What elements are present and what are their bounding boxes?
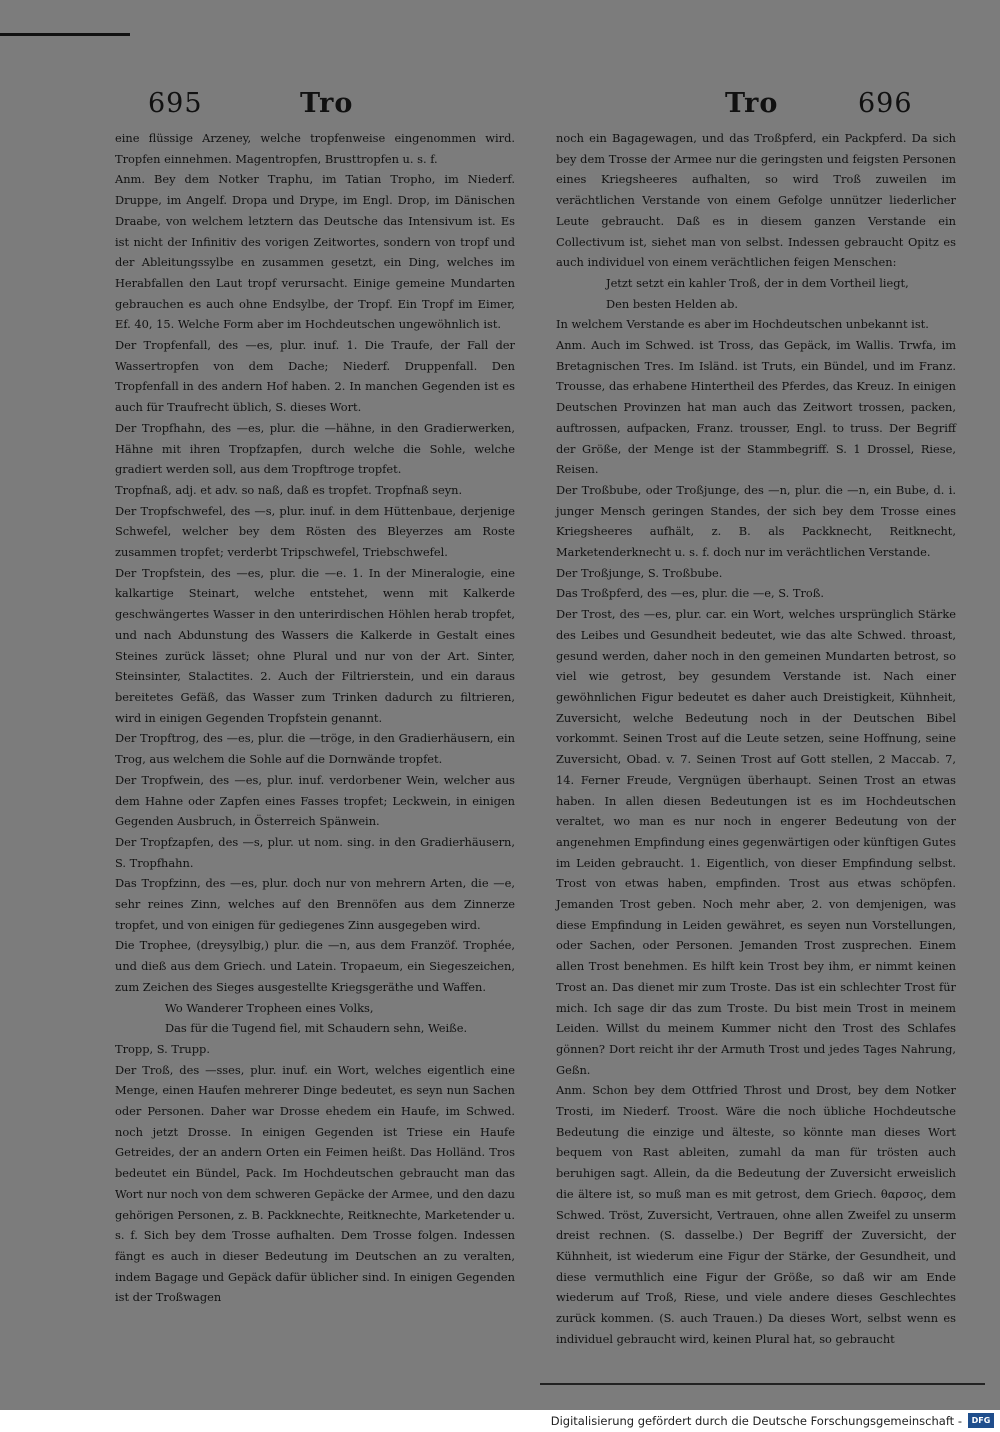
entry-paragraph: Der Troß, des —sses, plur. inuf. ein Wort, welches eigentlich eine Menge, einen Haufen mehrerer Dinge bedeutet, es seyn nun Sachen oder Personen. Daher war Drosse ehedem ein Haufe, im Schwed. noch jetzt Drosse. In einigen Gegenden ist Triese ein Haufe Getreides, der an andern Orten ein Feimen heißt. Das Holländ. Tros bedeutet ein Bündel, Pack. Im Hochdeutschen gebraucht man das Wort nur noch von dem schweren Gepäcke der Armee, und den dazu gehörigen Personen, z. B. Packknechte, Reitknechte, Marketender u. s. f. Sich bey dem Trosse aufhalten. Dem Trosse folgen. Indessen fängt es auch in dieser Bedeutung im Deutschen an zu veralten, indem Bagage und Gepäck dafür üblicher sind. In einigen Gegenden ist der Troßwagen — [115, 1062, 515, 1305]
entry-paragraph: In welchem Verstande es aber im Hochdeutschen unbekannt ist. — [556, 317, 929, 332]
footer-credit: Digitalisierung gefördert durch die Deutsche Forschungsgemeinschaft - — [550, 1414, 962, 1428]
verse-line: Das für die Tugend fiel, mit Schaudern sehn, Weiße. — [165, 1021, 468, 1036]
entry-paragraph: Der Tropfschwefel, des —s, plur. inuf. in dem Hüttenbaue, derjenige Schwefel, welcher bey dem Rösten des Bleyerzes am Roste zusammen tropfet; verderbt Tripschwefel, Triebschwefel. — [115, 503, 515, 560]
entry-paragraph: Der Tropfenfall, des —es, plur. inuf. 1. Die Traufe, der Fall der Wassertropfen von dem Dache; Niederf. Druppenfall. Den Tropfenfall in des andern Hof haben. 2. In manchen Gegenden ist es auch für Traufrecht üblich, S. dieses Wort. — [115, 338, 515, 415]
page-number-left: 695 — [148, 88, 203, 119]
verse-line: Jetzt setzt ein kahler Troß, der in dem Vortheil liegt, — [606, 275, 909, 290]
entry-paragraph: Tropfnaß, adj. et adv. so naß, daß es tropfet. Tropfnaß seyn. — [115, 482, 463, 497]
page-number-right: 696 — [858, 88, 913, 119]
footer-bar — [0, 1410, 1000, 1432]
entry-paragraph: Anm. Bey dem Notker Traphu, im Tatian Tropho, im Niederf. Druppe, im Angelf. Dropa und Drype, im Engl. Drop, im Dänischen Draabe, von welchem letztern das Deutsche das Intensivum ist. Es ist nicht der Infinitiv des vorigen Zeitwortes, sondern von tropf und der Ableitungssylbe en zusammen gesetzt, ein Ding, welches im Herabfallen den Laut tropf verursacht. Einige gemeine Mundarten gebrauchen es auch ohne Endsylbe, der Tropf. Ein Tropf im Eimer, Ef. 40, 15. Welche Form aber im Hochdeutschen ungewöhnlich ist. — [115, 172, 515, 332]
entry-paragraph: Das Troßpferd, des —es, plur. die —e, S. Troß. — [556, 586, 824, 601]
entry-paragraph: Tropp, S. Trupp. — [115, 1041, 210, 1056]
entry-paragraph: Anm. Auch im Schwed. ist Tross, das Gepäck, im Wallis. Trwfa, im Bretagnischen Tres. Im Isländ. ist Truts, ein Bündel, und im Franz. Trousse, das erhabene Hintertheil des Pferdes, das Kreuz. In einigen Deutschen Provinzen hat man auch das Zeitwort trossen, packen, auftrossen, aufpacken, Franz. trousser, Engl. to truss. Der Begriff der Größe, der Menge ist der Stammbegriff. S. 1 Drossel, Riese, Reisen. — [556, 338, 956, 477]
entry-paragraph: Der Tropfzapfen, des —s, plur. ut nom. sing. in den Gradierhäusern, S. Tropfhahn. — [115, 834, 515, 870]
entry-paragraph: Anm. Schon bey dem Ottfried Throst und Drost, bey dem Notker Trosti, im Niederf. Troost. Wäre die noch übliche Hochdeutsche Bedeutung die einzige und älteste, so könnte man dieses Wort bequem von Rast ableiten, zumahl da man für trösten auch beruhigen sagt. Allein, da die Bedeutung der Zuversicht erweislich die ältere ist, so muß man es mit getrost, dem Griech. θαρσος, dem Schwed. Tröst, Zuversicht, Vertrauen, ohne allen Zweifel zu unserm dreist rechnen. (S. dasselbe.) Der Begriff der Zuversicht, der Kühnheit, ist wiederum eine Figur der Stärke, der Gesundheit, und diese vermuthlich eine Figur der Größe, so daß wir am Ende wiederum auf Troß, Riese, und viele andere dieses Geschlechtes zurück kommen. (S. auch Trauen.) Da dieses Wort, selbst wenn es individuel gebraucht wird, keinen Plural hat, so gebraucht — [556, 1083, 956, 1346]
left-column — [115, 128, 515, 1308]
entry-paragraph: Das Tropfzinn, des —es, plur. doch nur von mehrern Arten, die —e, sehr reines Zinn, welches auf den Brennöfen aus dem Zinnerze tropfet, und von einigen für gediegenes Zinn ausgegeben wird. — [115, 876, 515, 932]
entry-paragraph: noch ein Bagagewagen, und das Troßpferd, ein Packpferd. Da sich bey dem Trosse der Armee nur die geringsten und feigsten Personen eines Kriegsheeres aufhalten, so wird Troß zuweilen im verächtlichen Verstande von einem Gefolge unnützer liederlicher Leute gebraucht. Daß es in diesem ganzen Verstande ein Collectivum ist, siehet man von selbst. Indessen gebraucht Opitz es auch individuel von einem verächtlichen feigen Menschen: — [556, 131, 956, 270]
right-column — [556, 128, 956, 1349]
entry-paragraph: Der Troßbube, oder Troßjunge, des —n, plur. die —n, ein Bube, d. i. junger Mensch geringen Standes, der sich bey dem Trosse eines Kriegsheeres aufhält, z. B. als Packknecht, Reitknecht, Marketenderknecht u. s. f. doch nur im verächtlichen Verstande. — [556, 482, 956, 560]
entry-paragraph: Der Trost, des —es, plur. car. ein Wort, welches ursprünglich Stärke des Leibes und Gesundheit bedeutet, wie das alte Schwed. throast, gesund werden, daher noch in den gemeinen Mundarten betrost, so viel wie getrost, bey gesundem Verstande ist. Nach einer gewöhnlichen Figur bedeutet es daher auch Dreistigkeit, Kühnheit, Zuversicht, welche Bedeutung noch in der Deutschen Bibel vorkommt. Seinen Trost auf die Leute setzen, seine Hoffnung, seine Zuversicht, Obad. v. 7. Seinen Trost auf Gott stellen, 2 Maccab. 7, 14. Ferner Freude, Vergnügen überhaupt. Seinen Trost an etwas haben. In allen diesen Bedeutungen ist es im Hochdeutschen veraltet, wo man es nur noch in engerer Bedeutung von der angenehmen Empfindung eines gegenwärtigen oder künftigen Gutes im Leiden gebraucht. 1. Eigentlich, von dieser Empfindung selbst. Trost von etwas haben, empfinden. Trost aus etwas schöpfen. Jemanden Trost geben. Noch mehr aber, 2. von demjenigen, was diese Empfindung in Leiden gewähret, es seyen nun Vorstellungen, oder Sachen, oder Personen. Jemanden Trost zusprechen. Einem allen Trost benehmen. Es hilft kein Trost bey ihm, er nimmt keinen Trost an. Das dienet mir zum Troste. Das ist ein schlechter Trost für mich. Ich sage dir das zum Troste. Du bist mein Trost in meinem Leiden. Willst du meinem Kummer nicht den Trost des Schlafes gönnen? Dort reicht ihr der Armuth Trost und jedes Tages Nahrung, Geßn. — [556, 607, 956, 1077]
dfg-logo-icon: DFG — [968, 1413, 994, 1428]
top-rule — [0, 33, 130, 36]
entry-paragraph: Der Tropftrog, des —es, plur. die —tröge, in den Gradierhäusern, ein Trog, aus welchem die Sohle auf die Dornwände tropfet. — [115, 731, 515, 767]
running-header-left: Tro — [300, 88, 354, 119]
verse-line: Wo Wanderer Tropheen eines Volks, — [165, 1000, 374, 1015]
entry-paragraph: Der Tropfwein, des —es, plur. inuf. verdorbener Wein, welcher aus dem Hahne oder Zapfen eines Fasses tropfet; Leckwein, in einigen Gegenden Ausbruch, in Österreich Spänwein. — [115, 772, 515, 829]
entry-paragraph: Die Trophee, (dreysylbig,) plur. die —n, aus dem Franzöf. Trophée, und dieß aus dem Griech. und Latein. Tropaeum, ein Siegeszeichen, zum Zeichen des Sieges ausgestellte Kriegsgeräthe und Waffen. — [115, 938, 515, 994]
entry-paragraph: eine flüssige Arzeney, welche tropfenweise eingenommen wird. Tropfen einnehmen. Magentropfen, Brusttropfen u. s. f. — [115, 131, 515, 166]
entry-paragraph: Der Troßjunge, S. Troßbube. — [556, 565, 723, 580]
bottom-rule — [540, 1383, 985, 1385]
entry-paragraph: Der Tropfhahn, des —es, plur. die —hähne, in den Gradierwerken, Hähne mit ihren Tropfzapfen, durch welche die Sohle, welche gradiert werden soll, aus dem Tropftroge tropfet. — [115, 420, 515, 477]
verse-line: Den besten Helden ab. — [606, 296, 738, 311]
running-header-right: Tro — [725, 88, 779, 119]
entry-paragraph: Der Tropfstein, des —es, plur. die —e. 1. In der Mineralogie, eine kalkartige Steinart, welche entstehet, wenn mit Kalkerde geschwängertes Wasser in den unterirdischen Höhlen herab tropfet, und nach Abdunstung des Wassers die Kalkerde in Gestalt eines Steines zurück lässet; ohne Plural und nur von der Art. Sinter, Steinsinter, Stalactites. 2. Auch der Filtrierstein, und ein daraus bereitetes Gefäß, das Wasser zum Trinken dadurch zu filtrieren, wird in einigen Gegenden Tropfstein genannt. — [115, 565, 515, 725]
